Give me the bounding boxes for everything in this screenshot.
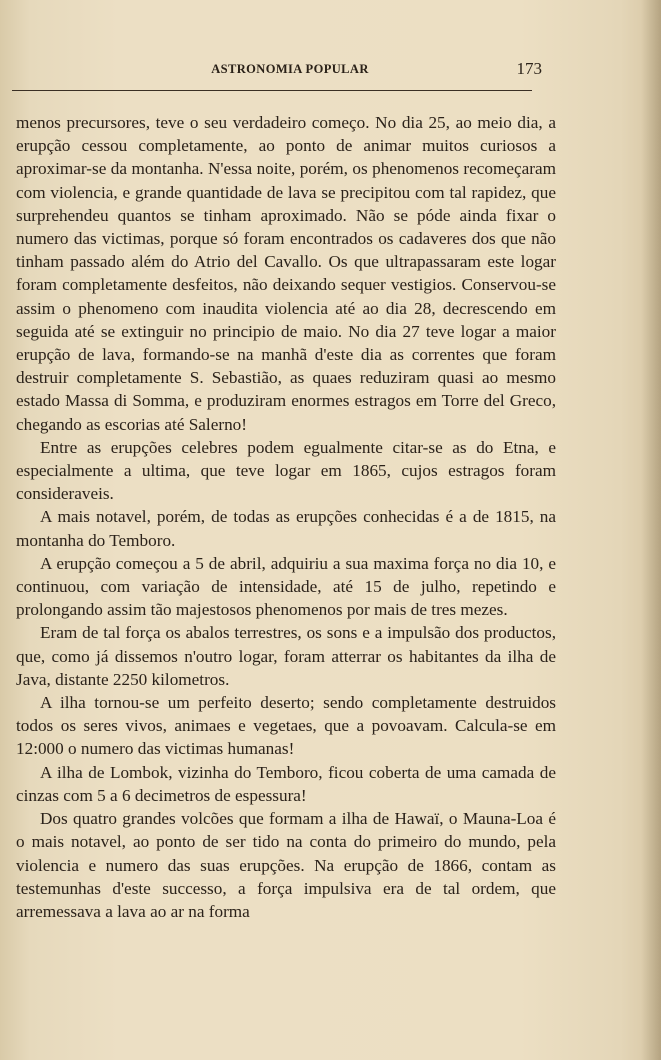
body-text — [16, 111, 556, 923]
paragraph-mauna-loa: Dos quatro grandes volcões que formam a ilha de Hawaï, o Mauna-Loa é o mais notavel, ao ponto de ser tido na conta do primeiro do mundo, pela violencia e numero das suas erupções. Na erupção de 1866, contam as testemunhas d'este successo, a força impulsiva era de tal ordem, que arremessava a lava ao ar na forma — [16, 809, 556, 921]
paragraph-java: Eram de tal força os abalos terrestres, os sons e a impulsão dos productos, que, como já dissemos n'outro logar, foram atterrar os habitantes da ilha de Java, distante 2250 kilometros. — [16, 623, 556, 689]
page-header — [10, 58, 570, 82]
running-title: ASTRONOMIA POPULAR — [211, 62, 369, 76]
paragraph-lombok: A ilha de Lombok, vizinha do Temboro, ficou coberta de uma camada de cinzas com 5 a 6 decimetros de espessura! — [16, 762, 556, 805]
paragraph-eruption-dates: A erupção começou a 5 de abril, adquiriu a sua maxima força no dia 10, e continuou, com variação de intensidade, até 15 de julho, repetindo e prolongando assim tão majestosos phenomenos por mais de tres mezes. — [16, 553, 556, 620]
paragraph-temboro: A mais notavel, porém, de todas as erupções conhecidas é a de 1815, na montanha do Temboro. — [16, 507, 556, 550]
page-number: 173 — [516, 59, 542, 78]
header-rule — [12, 90, 532, 91]
paragraph-etna: Entre as erupções celebres podem egualmente citar-se as do Etna, e especialmente a ultima, que teve logar em 1865, cujos estragos foram consideraveis. — [16, 437, 556, 504]
paragraph-victims: A ilha tornou-se um perfeito deserto; sendo completamente destruidos todos os seres vivos, animaes e vegetaes, que a povoavam. Calcula-se em 12:000 o numero das victimas humanas! — [16, 693, 556, 759]
paragraph-continuation: menos precursores, teve o seu verdadeiro começo. No dia 25, ao meio dia, a erupção cessou completamente, ao ponto de animar muitos curiosos a aproximar-se da montanha. N'essa noite, porém, os phenomenos recomeçaram com violencia, e grande quantidade de lava se precipitou com tal rapidez, que surprehendeu quantos se tinham aproximado. Não se póde ainda fixar o numero das victimas, porque só foram encontrados os cadaveres dos que não tinham passado além do Atrio del Cavallo. Os que ultrapassaram este logar foram completamente desfeitos, não deixando sequer vestigios. Conservou-se assim o phenomeno com inaudita violencia até ao dia 28, decrescendo em seguida até se extinguir no principio de maio. No dia 27 teve logar a maior erupção de lava, formando-se na manhã d'este dia as correntes que foram destruir completamente S. Sebastião, as quaes reduziram quasi ao mesmo estado Massa di Somma, e produziram enormes estragos em Torre del Greco, chegando as escorias até Salerno! — [16, 113, 556, 434]
page-spine-shadow — [641, 0, 661, 1060]
